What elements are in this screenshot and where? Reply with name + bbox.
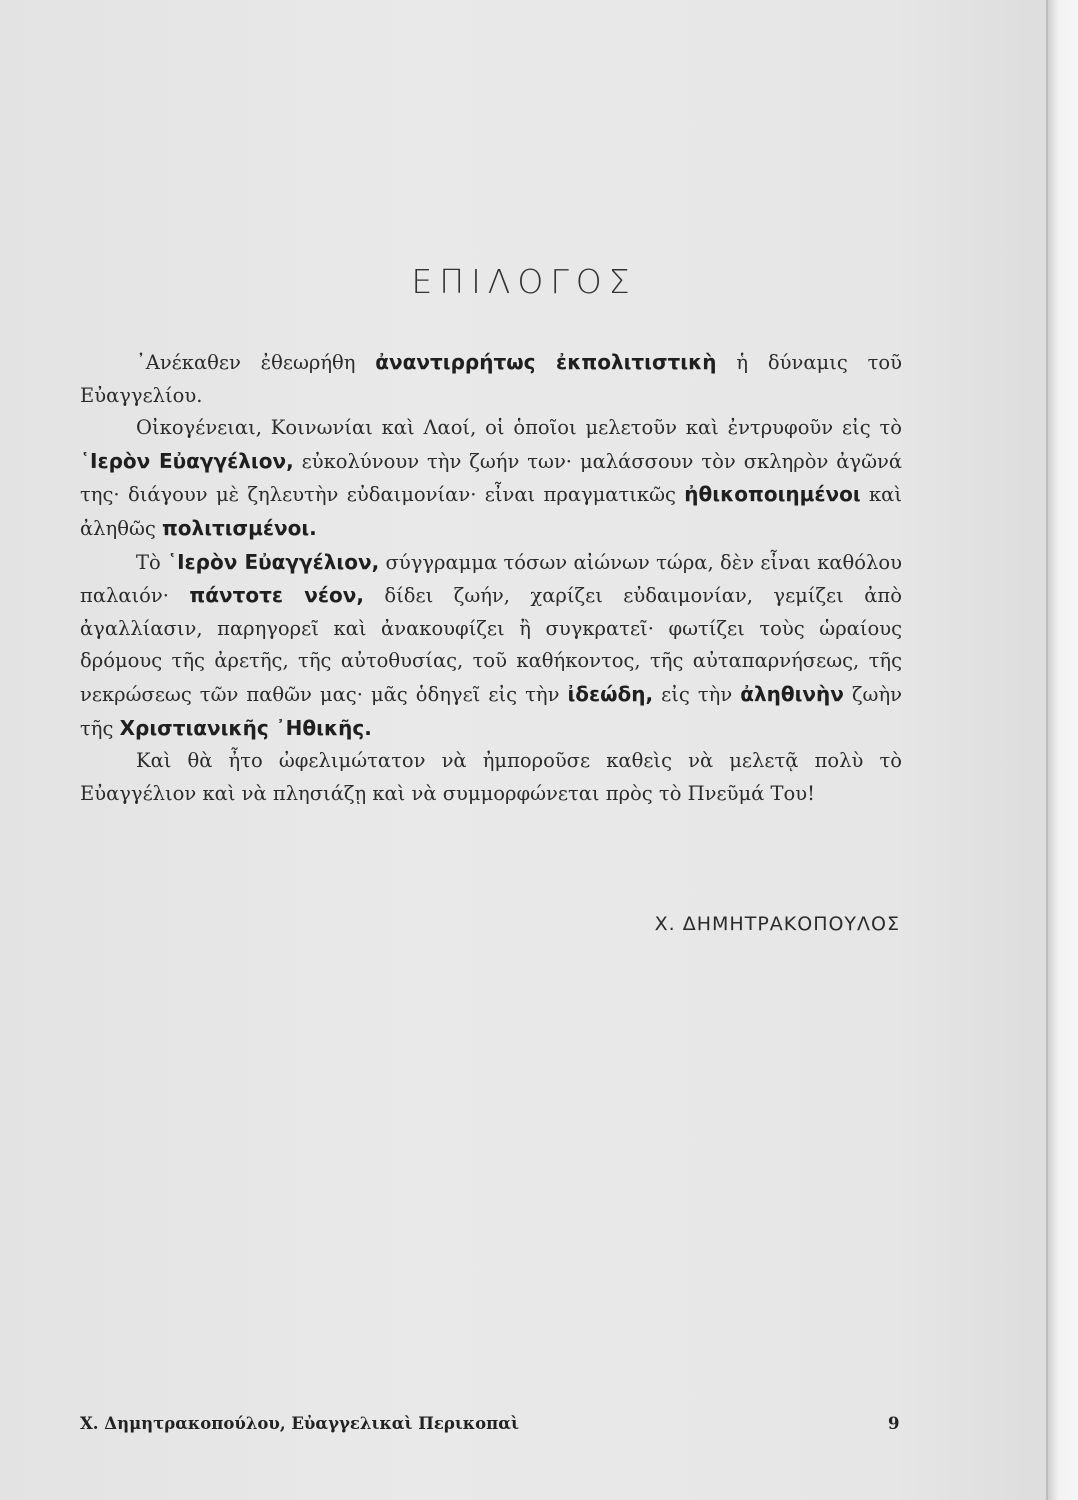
page-edge [1046,0,1078,1500]
p2-text-mid: εὐκολύνουν τὴν ζωήν των· μαλάσσουν τὸν σκληρὸν ἀγῶνά της· διάγουν μὲ ζηλευτὴν εὐδαιμονίαν· εἶναι πραγματικῶς [80,449,902,507]
paragraph-1 [80,346,902,412]
p4-text: Καὶ θὰ ἦτο ὠφελιμώτατον νὰ ἠμποροῦσε καθεὶς νὰ μελετᾷ πολὺ τὸ Εὐαγγέλιον καὶ νὰ πλησιάζῃ καὶ νὰ συμμορφώνεται πρὸς τὸ Πνεῦμά Του! [80,749,902,805]
paragraph-4 [80,745,902,810]
p2-bold-civilized: πολιτισμένοι. [161,515,317,540]
p2-bold-moral: ἠθικοποιημένοι [684,482,861,507]
epilogue-text [80,346,902,810]
p3-bold-christian-ethics: Χριστιανικῆς ᾿Ηθικῆς. [119,715,372,740]
p1-bold: ἀναντιρρήτως ἐκπολιτιστικὴ [375,350,717,374]
p2-text-and: καὶ ἀληθῶς [80,483,902,540]
p3-text: Τὸ [136,550,168,574]
p2-bold-gospel: ῾Ιερὸν Εὐαγγέλιον, [80,448,294,473]
page-number: 9 [888,1414,900,1433]
paragraph-3 [80,546,902,746]
p2-text: Οἰκογένειαι, Κοινωνίαι καὶ Λαοί, οἱ ὁποῖοι μελετοῦν καὶ ἐντρυφοῦν εἰς τὸ [136,416,902,440]
p3-bold-always-new: πάντοτε νέον, [189,583,364,608]
p3-bold-ideal: ἰδεώδη, [567,681,654,706]
p3-text-mid: σύγγραμμα τόσων αἰώνων τώρα, δὲν εἶναι καθόλου παλαιόν· [80,550,902,608]
p1-text-end: ἡ δύναμις τοῦ Εὐαγγελίου. [80,351,902,407]
paragraph-2 [80,412,902,545]
p3-text-to: εἰς τὴν [653,682,741,706]
p3-text-life: ζωὴν τῆς [80,682,902,740]
p3-text-long: δίδει ζωήν, χαρίζει εὐδαιμονίαν, γεμίζει ἀπὸ ἀγαλλίασιν, παρηγορεῖ καὶ ἀνακουφίζει ἢ συγκρατεῖ· φωτίζει τοὺς ὡραίους δρόμους τῆς ἀρετῆς, τῆς αὐτοθυσίας, τοῦ καθήκοντος, τῆς αὐταπαρνήσεως, τῆς νεκρώσεως τῶν παθῶν μας· μᾶς ὁδηγεῖ εἰς τὴν [80,584,902,706]
author-signature: Χ. ΔΗΜΗΤΡΑΚΟΠΟΥΛΟΣ [654,913,900,935]
p3-bold-true: ἀληθινὴν [740,681,844,706]
chapter-title: ΕΠΙΛΟΓΟΣ [411,262,637,301]
running-footer-title: Χ. Δημητρακοπούλου, Εὐαγγελικαὶ Περικοπαὶ [80,1414,519,1433]
p3-bold-gospel: ῾Ιερὸν Εὐαγγέλιον, [167,549,380,574]
p1-text: ᾿Ανέκαθεν ἐθεωρήθη [136,351,376,374]
